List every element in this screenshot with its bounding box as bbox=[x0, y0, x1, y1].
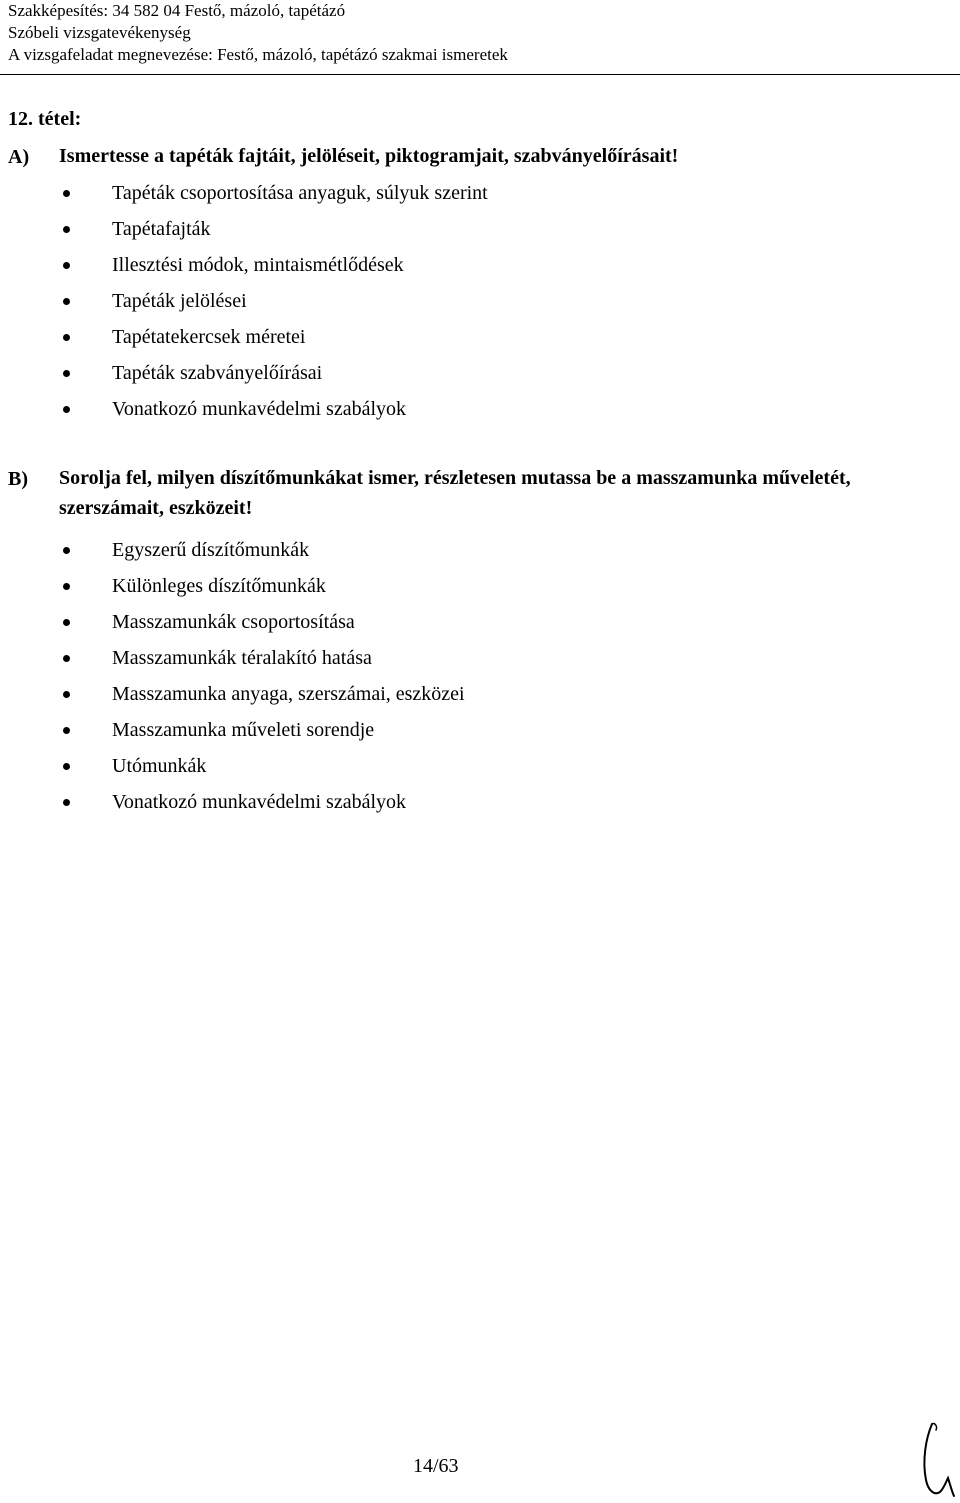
bullet-text: Tapéták csoportosítása anyaguk, súlyuk szerint bbox=[112, 182, 488, 204]
bullet-text: Tapéták szabványelőírásai bbox=[112, 362, 323, 384]
bullet-text: Masszamunka anyaga, szerszámai, eszközei bbox=[112, 683, 465, 705]
bullet-dot-icon bbox=[63, 691, 70, 698]
header-exam-activity: Szóbeli vizsgatevékenység bbox=[8, 23, 191, 42]
bullet-text: Masszamunkák csoportosítása bbox=[112, 611, 355, 633]
bullet-dot-icon bbox=[63, 799, 70, 806]
bullet-dot-icon bbox=[63, 262, 70, 269]
bullet-text: Tapéták jelölései bbox=[112, 290, 247, 312]
task-b-text: Sorolja fel, milyen díszítőmunkákat ismer, részletesen mutassa be a masszamunka műveletét, szerszámait, eszközeit! bbox=[59, 467, 851, 519]
bullet-text: Masszamunkák téralakító hatása bbox=[112, 647, 372, 669]
bullet-dot-icon bbox=[63, 226, 70, 233]
signature-mark bbox=[918, 1420, 956, 1500]
bullet-dot-icon bbox=[63, 583, 70, 590]
header-divider bbox=[0, 74, 960, 75]
bullet-dot-icon bbox=[63, 406, 70, 413]
bullet-dot-icon bbox=[63, 727, 70, 734]
task-a-text: Ismertesse a tapéták fajtáit, jelöléseit, piktogramjait, szabványelőírásait! bbox=[59, 145, 679, 167]
bullet-text: Vonatkozó munkavédelmi szabályok bbox=[112, 398, 407, 420]
bullet-text: Illesztési módok, mintaismétlődések bbox=[112, 254, 404, 276]
bullet-text: Egyszerű díszítőmunkák bbox=[112, 539, 310, 561]
bullet-dot-icon bbox=[63, 370, 70, 377]
item-title: 12. tétel: bbox=[8, 108, 82, 130]
bullet-text: Tapétafajták bbox=[112, 218, 211, 240]
bullet-text: Masszamunka műveleti sorendje bbox=[112, 719, 375, 741]
page-header bbox=[8, 0, 508, 66]
page-number: 14/63 bbox=[413, 1455, 459, 1477]
bullet-dot-icon bbox=[63, 190, 70, 197]
bullet-dot-icon bbox=[63, 334, 70, 341]
bullet-text: Különleges díszítőmunkák bbox=[112, 575, 326, 597]
header-qualification: Szakképesítés: 34 582 04 Festő, mázoló, tapétázó bbox=[8, 1, 346, 20]
task-a-letter: A) bbox=[8, 146, 30, 168]
bullet-text: Utómunkák bbox=[112, 755, 207, 777]
bullet-dot-icon bbox=[63, 298, 70, 305]
header-exam-task-name: A vizsgafeladat megnevezése: Festő, mázoló, tapétázó szakmai ismeretek bbox=[8, 45, 508, 64]
bullet-dot-icon bbox=[63, 655, 70, 662]
bullet-text: Vonatkozó munkavédelmi szabályok bbox=[112, 791, 407, 813]
bullet-text: Tapétatekercsek méretei bbox=[112, 326, 306, 348]
task-b-letter: B) bbox=[8, 468, 28, 490]
bullet-dot-icon bbox=[63, 619, 70, 626]
bullet-dot-icon bbox=[63, 547, 70, 554]
bullet-dot-icon bbox=[63, 763, 70, 770]
